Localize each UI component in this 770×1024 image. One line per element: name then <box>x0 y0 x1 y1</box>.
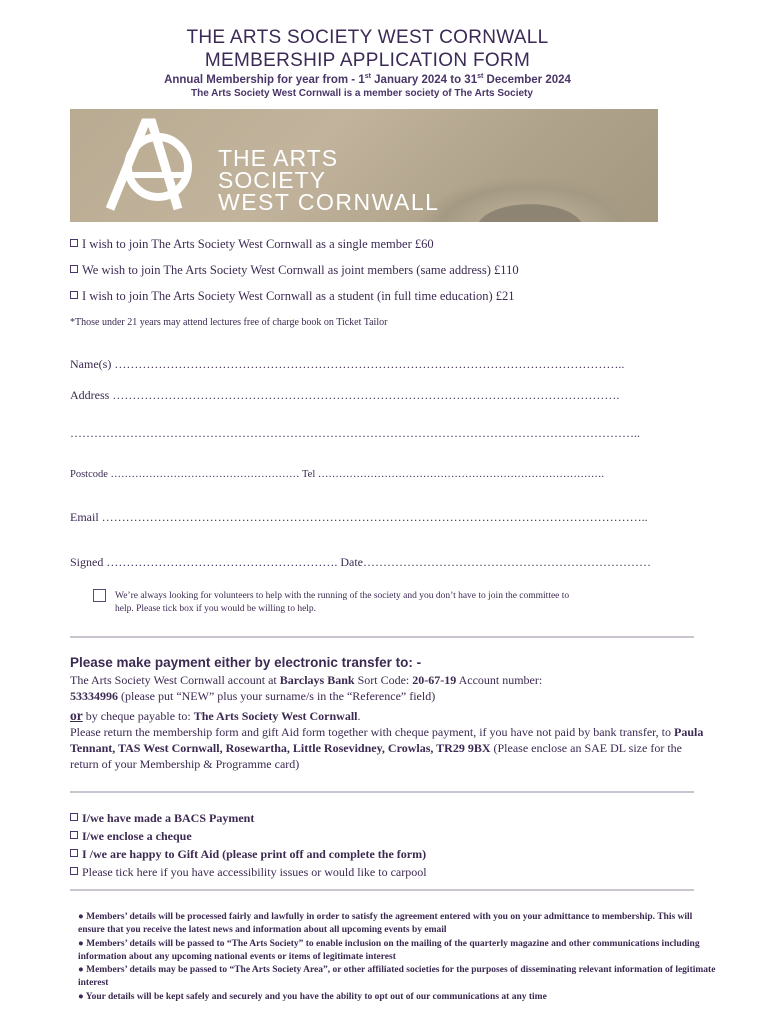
postcode-tel-field[interactable]: Postcode ……………………………………………… Tel ………………………………………………………………………. <box>70 469 604 480</box>
checkbox[interactable] <box>70 291 78 299</box>
address-field[interactable]: Address ………………………………………………………………………………………………………………. <box>70 388 620 402</box>
privacy-bullets: ● Members’ details will be processed fairly and lawfully in order to satisfy the agreement entered with you on your admittance to membership. This will ensure that you receive the latest news and information about all upcoming events by email ● Members’ details will be passed to “The Arts Society” to enable inclusion on the mailing of the quarterly magazine and other communications including information about any upcoming national events or items of legitimate interest ● Members’ details may be passed to “The Arts Society Area”, or other affiliated societies for the purposes of disseminating relevant information of legitimate interest ● Your details will be kept safely and securely and you have the ability to opt out of our communications at any time <box>78 912 716 1002</box>
option-single-member[interactable]: I wish to join The Arts Society West Cornwall as a single member £60 <box>70 237 434 252</box>
checkbox[interactable] <box>70 813 78 821</box>
volunteer-checkbox[interactable] <box>93 589 106 602</box>
check-cheque[interactable]: I/we enclose a cheque <box>70 829 192 844</box>
option-joint-members[interactable]: We wish to join The Arts Society West Cornwall as joint members (same address) £110 <box>70 263 519 278</box>
volunteer-note: We’re always looking for volunteers to help with the running of the society and you don’t have to join the committee to help. Please tick box if you would be willing to help. <box>115 591 570 614</box>
names-field[interactable]: Name(s) ……………………………………………………………………………………………………………….. <box>70 357 625 371</box>
form-title-line2: MEMBERSHIP APPLICATION FORM <box>204 50 531 71</box>
divider <box>70 889 694 891</box>
form-title-line1: THE ARTS SOCIETY WEST CORNWALL <box>186 27 549 48</box>
society-logo-banner <box>70 109 658 222</box>
check-gift-aid[interactable]: I /we are happy to Gift Aid (please print off and complete the form) <box>70 847 426 862</box>
divider <box>70 791 694 793</box>
checkbox[interactable] <box>70 849 78 857</box>
member-society-note: The Arts Society West Cornwall is a member society of The Arts Society <box>191 88 533 99</box>
under-21-note: *Those under 21 years may attend lectures free of charge book on Ticket Tailor <box>70 317 388 328</box>
checkbox[interactable] <box>70 265 78 273</box>
divider <box>70 636 694 638</box>
check-bacs[interactable]: I/we have made a BACS Payment <box>70 811 254 826</box>
payment-heading: Please make payment either by electronic transfer to: - <box>70 655 422 670</box>
arts-society-logo-icon <box>90 109 210 222</box>
checkbox[interactable] <box>70 867 78 875</box>
checkbox[interactable] <box>70 239 78 247</box>
membership-period: Annual Membership for year from - 1st January 2024 to 31st December 2024 <box>164 73 571 86</box>
check-accessibility[interactable]: Please tick here if you have accessibility issues or would like to carpool <box>70 865 427 880</box>
payment-details: The Arts Society West Cornwall account at Barclays Bank Sort Code: 20-67-19 Account number: 53334996 (please put “NEW” plus your surname/s in the “Reference” field) or by cheque payable to: The Arts Society West Cornwall. Please return the membership form and gift Aid form together with cheque payment, if you have not paid by bank transfer, to Paula Tennant, TAS West Cornwall, Rosewartha, Little Rosevidney, Crowlas, TR29 9BX (Please enclose an SAE DL size for the return of your Membership & Programme card) <box>70 673 704 771</box>
checkbox[interactable] <box>70 831 78 839</box>
option-student[interactable]: I wish to join The Arts Society West Cornwall as a student (in full time education) £21 <box>70 289 515 304</box>
banner-text: THE ARTS SOCIETY WEST CORNWALL <box>218 145 440 215</box>
address-line2-field[interactable]: …………………………………………………………………………………………………………………………….. <box>70 426 640 440</box>
signed-date-field[interactable]: Signed …………………………………………………. Date……………………………………………………………… <box>70 555 651 569</box>
email-field[interactable]: Email ……………………………………………………………………………………………………………………….. <box>70 510 648 524</box>
